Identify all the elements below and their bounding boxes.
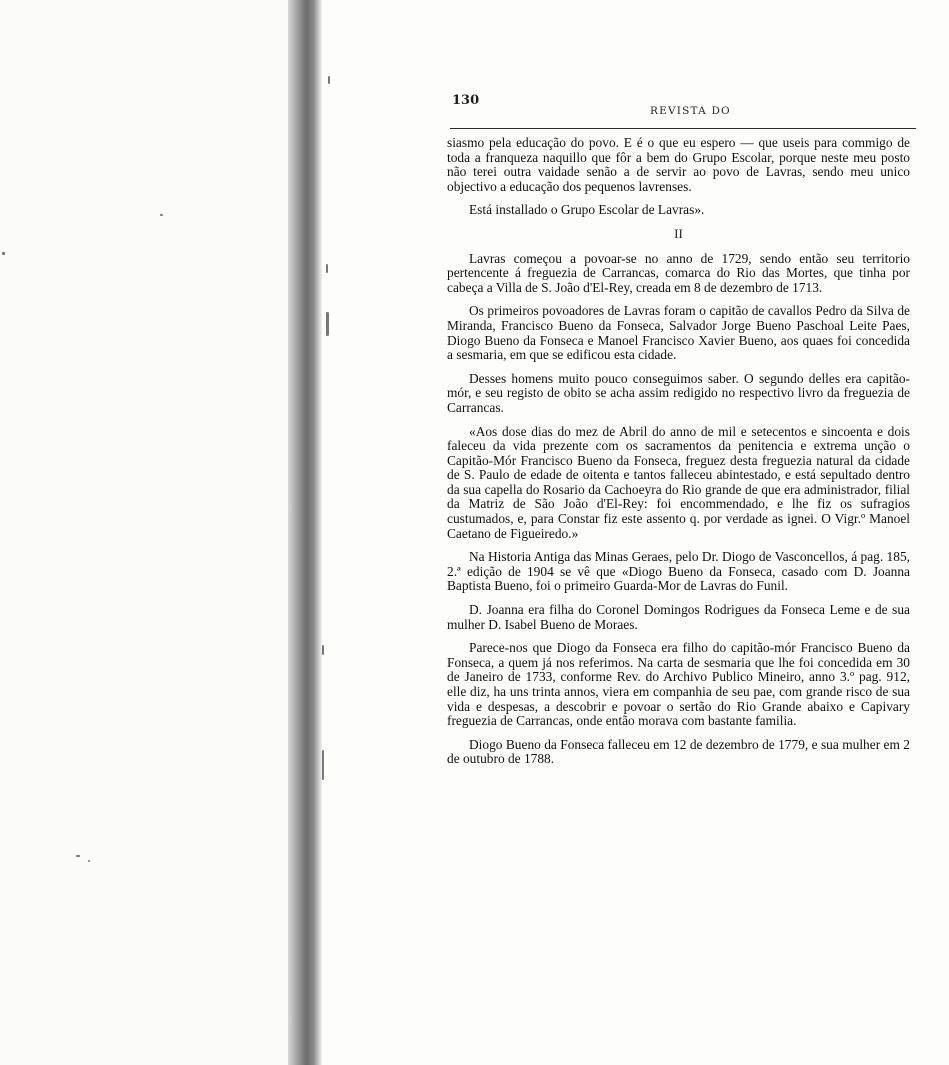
left-blank-page (0, 0, 290, 1065)
scan-speck (322, 645, 324, 655)
paragraph: Parece-nos que Diogo da Fonseca era filho do capitão-mór Francisco Bueno da Fonseca, a quem já nos referimos. Na carta de sesmaria que lhe foi concedida em 30 de Janeiro de 1733, conforme Rev. do Archivo Publico Mineiro, anno 3.º pag. 912, elle diz, ha uns trinta annos, viera em companhia de seu pae, com grande risco de sua vida e despesas, a descobrir e povoar o sertão do Rio Grande abaixo e Capivary freguezia de Carrancas, onde então morava com bastante familia. (447, 640, 910, 729)
scan-speck (2, 252, 5, 255)
paragraph: Está installado o Grupo Escolar de Lavras». (469, 202, 705, 218)
paragraph: D. Joanna era filha do Coronel Domingos Rodrigues da Fonseca Leme e de sua mulher D. Isabel Bueno de Moraes. (447, 602, 910, 632)
scan-speck (326, 312, 329, 336)
paragraph: Diogo Bueno da Fonseca falleceu em 12 de dezembro de 1779, e sua mulher em 2 de outubro de 1788. (447, 736, 910, 767)
paragraph: Desses homens muito pouco conseguimos saber. O segundo delles era capitão-mór, e seu registo de obito se acha assim redigido no respectivo livro da freguezia de Carrancas. (447, 370, 910, 415)
scan-speck (88, 860, 90, 862)
paragraph: siasmo pela educação do povo. E é o que eu espero — que useis para commigo de toda a franqueza naquillo que fôr a bem do Grupo Escolar, porque neste meu posto não terei outra vaidade senão a de servir ao povo de Lavras, sendo meu unico objectivo a educação dos pequenos lavrenses. (447, 135, 910, 194)
scan-speck (326, 264, 328, 273)
running-head: REVISTA DO (650, 105, 731, 117)
section-heading: II (674, 225, 683, 241)
scan-speck (322, 750, 324, 780)
scan-speck (76, 855, 80, 857)
header-rule (450, 128, 916, 129)
paragraph: Na Historia Antiga das Minas Geraes, pelo Dr. Diogo de Vasconcellos, á pag. 185, 2.ª edição de 1904 se vê que «Diogo Bueno da Fonseca, casado com D. Joanna Baptista Bueno, foi o primeiro Guarda-Mor de Lavras do Funil. (447, 549, 910, 594)
scan-speck (328, 76, 330, 84)
quoted-paragraph: «Aos dose dias do mez de Abril do anno de mil e setecentos e sincoenta e dois faleceu da vida prezente com os sacramentos da penitencia e extrema unção o Capitão-Mór Francisco Bueno da Fonseca, freguez desta freguezia natural da cidade de S. Paulo de edade de oitenta e tantos falleceu abintestado, e está sepultado dentro da sua capella do Rosario da Cachoeyra do Rio grande de que era administrador, filial da Matriz de São João d'El-Rey: foi encommendado, e lhe fiz os sufragios custumados, e, para Constar fiz este assento q. por verdade as ignei. O Vigr.º Manoel Caetano de Figueiredo.» (447, 423, 910, 541)
book-gutter (288, 0, 322, 1065)
page-number: 130 (452, 93, 480, 108)
paragraph: Os primeiros povoadores de Lavras foram o capitão de cavallos Pedro da Silva de Miranda, Francisco Bueno da Fonseca, Salvador Jorge Bueno Paschoal Leite Paes, Diogo Bueno da Fonseca e Manoel Francisco Xavier Bueno, aos quaes foi concedida a sesmaria, em que se edificou esta cidade. (447, 303, 910, 363)
body-text (447, 136, 910, 776)
paragraph: Lavras começou a povoar-se no anno de 1729, sendo então seu territorio pertencente á freguezia de Carrancas, comarca do Rio das Mortes, que tinha por cabeça a Villa de S. João d'El-Rey, creada em 8 de dezembro de 1713. (447, 250, 910, 295)
scan-speck (160, 214, 163, 216)
